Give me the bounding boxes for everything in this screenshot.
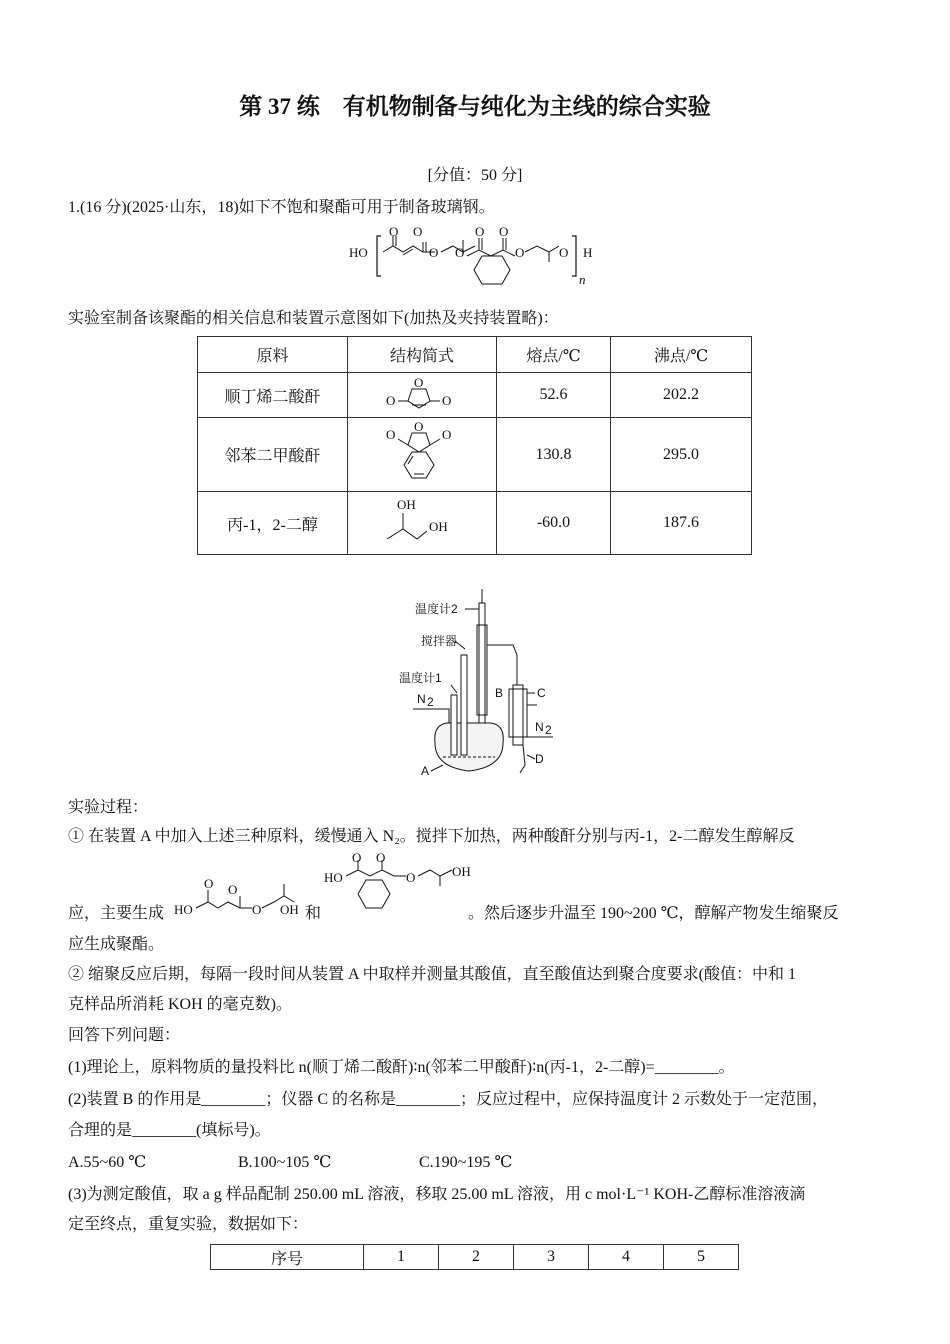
svg-text:2: 2 [545,723,552,737]
svg-text:O: O [414,419,424,434]
row-bp: 202.2 [611,373,752,418]
option-b: B.100~105 ℃ [238,1154,332,1171]
svg-text:OH: OH [280,902,299,917]
header-melting-point: 熔点/℃ [497,337,611,373]
step-1-and: 和 [305,905,322,922]
svg-text:O: O [376,850,386,865]
score-label: [分值：50 分] [427,167,523,184]
label-thermometer-2: 温度计2 [415,602,458,616]
seq-col: 2 [439,1245,514,1270]
polymer-ho-label: HO [349,245,368,260]
svg-text:N: N [417,692,426,706]
label-thermometer-1: 温度计1 [399,671,442,685]
header-boiling-point: 沸点/℃ [611,337,752,373]
svg-text:O: O [228,882,238,897]
label-a: A [421,764,430,778]
svg-text:O: O [413,224,423,239]
seq-col: 1 [364,1245,439,1270]
svg-text:O: O [414,374,424,390]
step-1-line-2-end: 。然后逐步升温至 190~200 ℃，醇解产物发生缩聚反 [468,905,839,922]
row-bp: 187.6 [611,492,752,555]
row-bp: 295.0 [611,418,752,492]
polymer-n-label: n [579,272,586,287]
question-1-2-line-2: 合理的是________(填标号)。 [68,1122,271,1139]
polymer-h-label: H [583,245,593,260]
question-1-3-line-2: 定至终点，重复实验，数据如下： [68,1216,309,1233]
question-1-intro: 1.(16 分)(2025·山东，18)如下不饱和聚酯可用于制备玻璃钢。 [68,199,495,216]
svg-text:O: O [406,870,416,885]
svg-text:O: O [389,224,399,239]
svg-text:O: O [352,850,362,865]
label-b: B [495,686,504,700]
option-c: C.190~195 ℃ [419,1154,513,1171]
svg-text:OH: OH [452,864,471,879]
svg-text:O: O [386,427,396,442]
row-name: 顺丁烯二酸酐 [198,373,348,418]
step-1-line-2-start: 应，主要生成 [68,905,165,922]
label-d: D [535,752,544,766]
seq-header: 序号 [211,1245,364,1270]
structure-maleic-anhydride [348,373,497,418]
question-1-1: (1)理论上，原料物质的量投料比 n(顺丁烯二酸酐)∶n(邻苯二甲酸酐)∶n(丙-1，2-二醇)=________。 [68,1059,735,1076]
question-1-3-line-1: (3)为测定酸值，取 a g 样品配制 250.00 mL 溶液，移取 25.00 mL 溶液，用 c mol·L⁻¹ KOH-乙醇标准溶液滴 [68,1186,806,1203]
header-raw-material: 原料 [198,337,348,373]
page-title: 第 37 练 有机物制备与纯化为主线的综合实验 [239,94,711,119]
svg-text:O: O [442,427,452,442]
svg-text:O: O [475,224,485,239]
structure-phthalic-anhydride [348,418,497,492]
product-maleate-structure [170,876,310,926]
svg-text:O: O [499,224,509,239]
svg-text:O: O [429,245,439,260]
option-a: A.55~60 ℃ [68,1154,147,1171]
step-1-line-1: ① 在装置 A 中加入上述三种原料，缓慢通入 N₂。搅拌下加热，两种酸酐分别与丙-1，2-二醇发生醇解反 [68,828,795,845]
svg-text:O: O [515,245,525,260]
titration-data-table [210,1244,739,1270]
svg-text:OH: OH [429,518,448,534]
apparatus-diagram [395,585,580,785]
svg-text:O: O [442,392,452,408]
product-phthalate-structure [320,850,480,920]
svg-text:O: O [204,876,214,891]
label-stirrer: 搅拌器 [421,634,458,648]
step-2-line-2: 克样品所消耗 KOH 的毫克数)。 [68,996,292,1013]
row-name: 邻苯二甲酸酐 [198,418,348,492]
row-name: 丙-1，2-二醇 [198,492,348,555]
svg-text:O: O [455,245,465,260]
seq-col: 3 [514,1245,589,1270]
structure-propanediol [348,492,497,555]
seq-col: 5 [664,1245,739,1270]
question-1-2-line-1: (2)装置 B 的作用是________；仪器 C 的名称是________；反应过程中，应保持温度计 2 示数处于一定范围， [68,1091,829,1108]
answer-title: 回答下列问题： [68,1027,181,1044]
header-structure: 结构简式 [348,337,497,373]
svg-text:2: 2 [427,695,434,709]
process-title: 实验过程： [68,799,149,816]
row-mp: 130.8 [497,418,611,492]
polymer-structure [345,226,615,296]
step-2-line-1: ② 缩聚反应后期，每隔一段时间从装置 A 中取样并测量其酸值，直至酸值达到聚合度要求(酸值：中和 1 [68,966,797,983]
svg-text:O: O [252,902,262,917]
row-mp: 52.6 [497,373,611,418]
svg-text:HO: HO [324,870,343,885]
seq-col: 4 [589,1245,664,1270]
table-intro: 实验室制备该聚酯的相关信息和装置示意图如下(加热及夹持装置略)： [68,310,559,327]
svg-text:HO: HO [174,902,193,917]
row-mp: -60.0 [497,492,611,555]
properties-table [197,336,752,555]
svg-text:O: O [386,392,396,408]
step-1-line-3: 应生成聚酯。 [68,936,165,953]
svg-text:OH: OH [397,496,416,512]
svg-text:O: O [559,245,569,260]
label-c: C [537,686,546,700]
svg-text:N: N [535,720,544,734]
